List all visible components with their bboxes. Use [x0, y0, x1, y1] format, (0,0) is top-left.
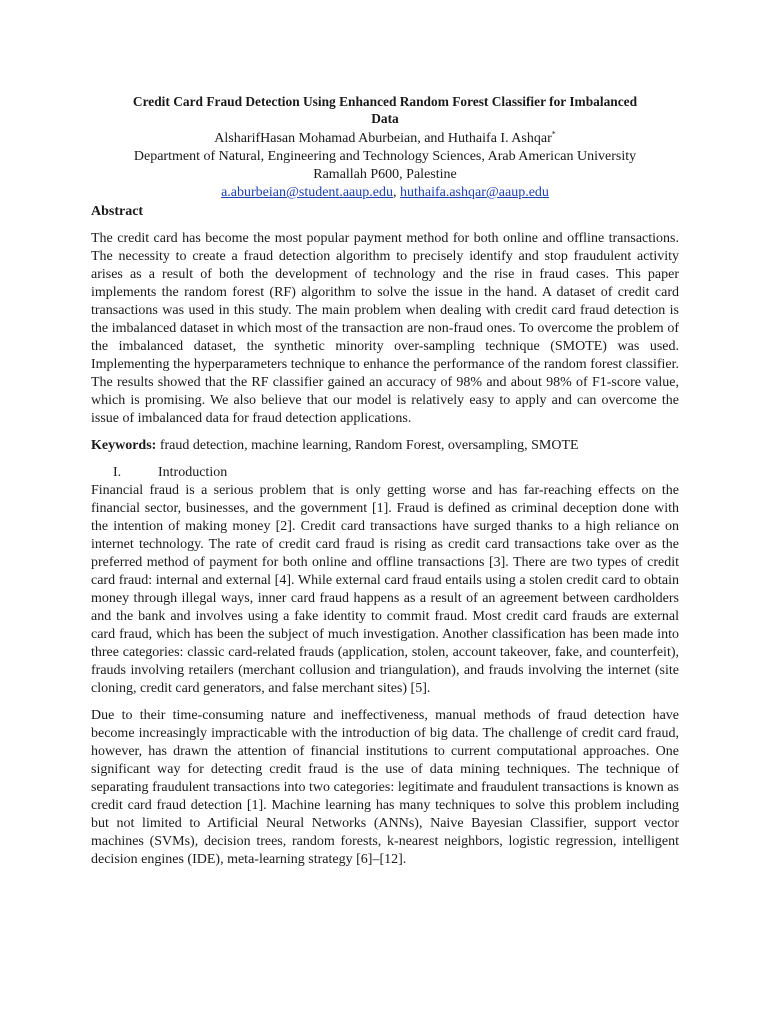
section-title: Introduction	[158, 465, 228, 480]
title-line-2: Data	[371, 111, 399, 126]
keywords-list: fraud detection, machine learning, Random Forest, oversampling, SMOTE	[156, 438, 579, 453]
affiliation-line-2: Ramallah P600, Palestine	[313, 167, 457, 182]
intro-paragraph-1: Financial fraud is a serious problem that is only getting worse and has far-reaching effects on the financial sector, businesses, and the government [1]. Fraud is defined as criminal deception done with the intention of making money [2]. Credit card transactions have surged thanks to a high reliance on internet technology. The rate of credit card fraud is rising as credit card transactions take over as the preferred method of payment for both online and offline transactions [3]. There are two types of credit card fraud: internal and external [4]. While external card fraud entails using a stolen credit card to obtain money through illegal ways, inner card fraud happens as a result of an agreement between cardholders and the bank and involves using a fake identity to commit fraud. Most credit card frauds are external card fraud, which has been the subject of much investigation. Another classification has been made into three categories: classic card-related frauds (application, stolen, account takeover, fake, and counterfeit), frauds involving retailers (merchant collusion and triangulation), and frauds involving the internet (site cloning, credit card generators, and false merchant sites) [5].	[91, 483, 679, 696]
intro-paragraph-2: Due to their time-consuming nature and ineffectiveness, manual methods of fraud detection have become increasingly impracticable with the introduction of big data. The challenge of credit card fraud, however, has drawn the attention of financial institutions to current computational approaches. One significant way for detecting credit fraud is the use of data mining techniques. The technique of separating fraudulent transactions into two categories: legitimate and fraudulent transactions is known as credit card fraud detection [1]. Machine learning has many techniques to solve this problem including but not limited to Artificial Neural Networks (ANNs), Naive Bayesian Classifier, support vector machines (SVMs), decision trees, random forests, k-nearest neighbors, logistic regression, intelligent decision engines (IDE), meta-learning strategy [6]–[12].	[91, 708, 679, 867]
paper-title	[91, 93, 679, 127]
section-number: I.	[113, 465, 122, 480]
keywords-label: Keywords:	[91, 438, 157, 453]
affiliation-line-1: Department of Natural, Engineering and Technology Sciences, Arab American University	[133, 149, 637, 164]
abstract-heading: Abstract	[91, 204, 144, 219]
introduction-heading	[91, 464, 679, 482]
email-link-1[interactable]: a.aburbeian@student.aaup.edu	[221, 185, 393, 200]
keywords-line	[91, 437, 679, 455]
author-list	[91, 130, 679, 148]
email-separator: ,	[392, 185, 400, 200]
email-link-2[interactable]: huthaifa.ashqar@aaup.edu	[399, 185, 549, 200]
title-line-1: Credit Card Fraud Detection Using Enhanced Random Forest Classifier for Imbalanced	[132, 94, 638, 109]
corresponding-author-mark: *	[551, 129, 556, 139]
author-emails	[91, 184, 679, 202]
abstract-text: The credit card has become the most popular payment method for both online and offline transactions. The necessity to create a fraud detection algorithm to precisely identify and stop fraudulent activity arises as a result of both the development of technology and the rise in fraud cases. This paper implements the random forest (RF) algorithm to solve the issue in the hand. A dataset of credit card transactions was used in this study. The main problem when dealing with credit card fraud detection is the imbalanced dataset in which most of the transaction are non-fraud ones. To overcome the problem of the imbalanced dataset, the synthetic minority over-sampling technique (SMOTE) was used. Implementing the hyperparameters technique to enhance the performance of the random forest classifier. The results showed that the RF classifier gained an accuracy of 98% and about 98% of F1-score value, which is promising. We also believe that our model is relatively easy to apply and can overcome the issue of imbalanced data for fraud detection applications.	[91, 231, 679, 426]
paper-page	[91, 93, 679, 869]
authors-text: AlsharifHasan Mohamad Aburbeian, and Huthaifa I. Ashqar	[214, 131, 552, 146]
